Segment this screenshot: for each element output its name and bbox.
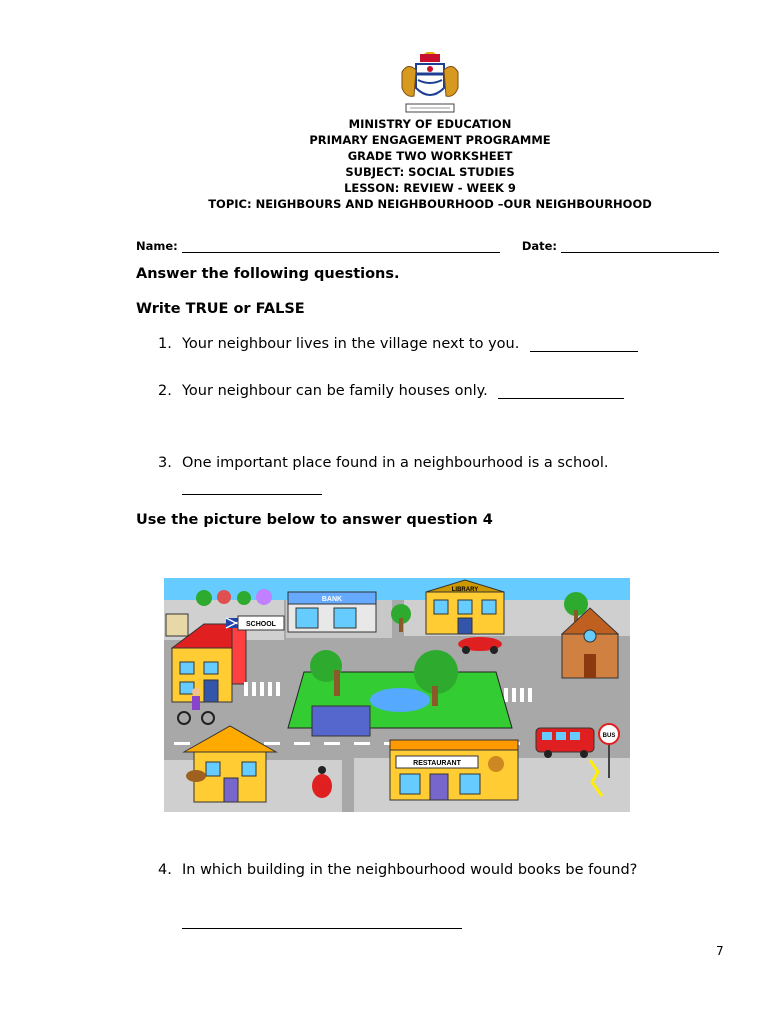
instruction-answer: Answer the following questions. <box>136 266 400 282</box>
header-grade: GRADE TWO WORKSHEET <box>347 149 513 163</box>
picture-prompt: Use the picture below to answer question 4 <box>136 512 493 528</box>
neighbourhood-picture <box>164 578 630 812</box>
header-topic: TOPIC: NEIGHBOURS AND NEIGHBOURHOOD –OUR NEIGHBOURHOOD <box>208 197 652 211</box>
restaurant-sign: RESTAURANT <box>413 760 461 767</box>
question-text: Your neighbour can be family houses only. <box>182 383 488 399</box>
date-label: Date: <box>521 239 558 253</box>
library-sign: LIBRARY <box>451 587 479 593</box>
bank-sign: BANK <box>321 596 343 603</box>
question-2 <box>158 383 624 399</box>
sky <box>164 578 630 600</box>
instruction-true-false: Write TRUE or FALSE <box>136 301 305 317</box>
question-text: One important place found in a neighbourhood is a school. <box>182 455 609 471</box>
answer-blank[interactable] <box>182 914 462 929</box>
page-number: 7 <box>716 944 724 958</box>
question-number: 2. <box>158 383 172 399</box>
name-field[interactable] <box>182 240 500 253</box>
bus-sign: BUS <box>602 733 616 739</box>
school-sign: SCHOOL <box>246 621 276 628</box>
answer-blank[interactable] <box>530 337 638 352</box>
header-subject: SUBJECT: SOCIAL STUDIES <box>345 165 515 179</box>
header-programme: PRIMARY ENGAGEMENT PROGRAMME <box>309 133 551 147</box>
question-number: 1. <box>158 336 172 352</box>
question-number: 3. <box>158 455 172 471</box>
name-date-row <box>136 239 736 253</box>
question-3 <box>158 455 609 471</box>
question-text: Your neighbour lives in the village next to you. <box>182 336 520 352</box>
answer-blank[interactable] <box>182 480 322 495</box>
coat-of-arms-logo <box>398 52 462 114</box>
question-1 <box>158 336 638 352</box>
date-field[interactable] <box>561 240 719 253</box>
worksheet-header <box>0 116 768 212</box>
name-label: Name: <box>136 239 178 253</box>
question-text: In which building in the neighbourhood would books be found? <box>182 862 638 878</box>
header-ministry: MINISTRY OF EDUCATION <box>348 117 512 131</box>
header-lesson: LESSON: REVIEW - WEEK 9 <box>344 181 516 195</box>
question-4 <box>158 862 637 878</box>
answer-blank[interactable] <box>498 384 624 399</box>
question-number: 4. <box>158 862 172 878</box>
